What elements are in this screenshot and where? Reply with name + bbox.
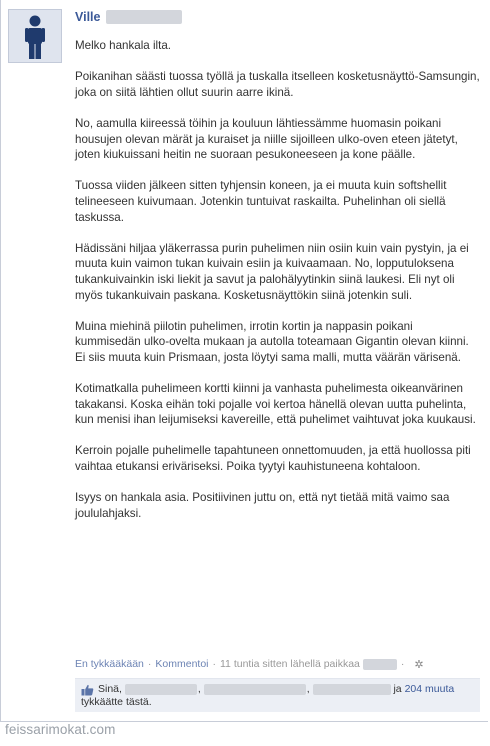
redacted-surname: [106, 10, 182, 24]
post-paragraph: Tuossa viiden jälkeen sitten tyhjensin koneen, ja ei muuta kuin softshellit telineeseen kuivumaan. Jotenkin tuntuivat raskailta. Puhelinhan oli siellä taskussa.: [75, 179, 447, 224]
redacted-liker[interactable]: [204, 684, 306, 695]
post-paragraph: No, aamulla kiireessä töihin ja kouluun lähtiessämme huomasin poikani housujen olevan märät ja kuraiset ja niille sijoilleen ulko-oven eteen jätetyt, joten kiukuissani heitin ne suoraan pesukoneeseen ja kone päälle.: [75, 116, 458, 162]
likes-box: [75, 678, 480, 712]
post-paragraph: Poikanihan säästi tuossa työllä ja tuskalla itselleen kosketusnäyttö-Samsungin, joka on siitä lähtien ollut suurin aarre ikinä.: [75, 70, 480, 99]
likes-comma: ,: [197, 683, 201, 695]
post-paragraph: Hädissäni hiljaa yläkerrassa purin puhelimen niin osiin kuin vain pystyin, ja ei muuta kuin vaimon tukan kuivain esiin ja kuivaamaan. No, lopputuloksena tukankuivainkin iski liekit ja savut ja palohälyytinkin siinä laukesi. Eli nyt oli myös tukankuivain paskana. Kosketusnäyttökin siinä jotenkin suli.: [75, 241, 469, 302]
post-body: [75, 38, 480, 537]
avatar[interactable]: [8, 9, 62, 63]
likes-suffix: tykkäätte tästä.: [81, 696, 152, 708]
site-watermark: feissarimokat.com: [5, 722, 116, 737]
unlike-link[interactable]: En tykkääkään: [75, 658, 144, 670]
redacted-liker[interactable]: [313, 684, 391, 695]
post-paragraph: Kotimatkalla puhelimeen kortti kiinni ja vanhasta puhelimesta oikeanvärinen takakansi. Koska eihän toki pojalle voi kertoa hänellä olevan uutta puhelinta, kun menisi ihan leijumiseksi kavereille, että puhelimet vaihtuvat joka kuukausi.: [75, 382, 476, 427]
thumbs-up-icon: [81, 684, 94, 696]
meta-separator: ·: [400, 658, 405, 670]
likes-you: Sinä,: [98, 683, 122, 695]
comment-link[interactable]: Kommentoi: [155, 658, 209, 670]
post-paragraph: Melko hankala ilta.: [75, 39, 172, 52]
likes-line: [81, 683, 474, 696]
likes-comma: ,: [306, 683, 310, 695]
post-header: [75, 9, 182, 25]
redacted-place: [363, 659, 397, 670]
post-paragraph: Muina miehinä piilotin puhelimen, irrotin kortin ja nappasin poikani kummisedän ulko-ovelta mukaan ja autolla toteamaan Gigantin olevan kiinni. Ei siis muuta kuin Prismaan, josta löytyi sama malli, mutta väärän värisenä.: [75, 319, 469, 364]
post-meta: [75, 657, 424, 671]
post-timestamp[interactable]: 11 tuntia sitten lähellä paikkaa: [220, 658, 360, 670]
gear-icon[interactable]: ✲: [414, 658, 424, 671]
post-paragraph: Kerroin pojalle puhelimelle tapahtuneen onnettomuuden, ja että huollossa piti vaihtaa etukansi eriväriseksi. Poika tyytyi kauhistuneena kohtaloon.: [75, 444, 471, 474]
person-silhouette-icon: [9, 10, 61, 62]
meta-separator: ·: [212, 658, 216, 670]
other-likers-link[interactable]: 204 muuta: [404, 683, 455, 695]
meta-separator: ·: [147, 658, 152, 670]
likes-and: ja: [393, 683, 402, 695]
post-paragraph: Isyys on hankala asia. Positiivinen juttu on, että nyt tietää mitä vaimo saa joululahjaksi.: [75, 491, 450, 520]
author-name[interactable]: Ville: [75, 10, 101, 24]
redacted-liker[interactable]: [125, 684, 197, 695]
